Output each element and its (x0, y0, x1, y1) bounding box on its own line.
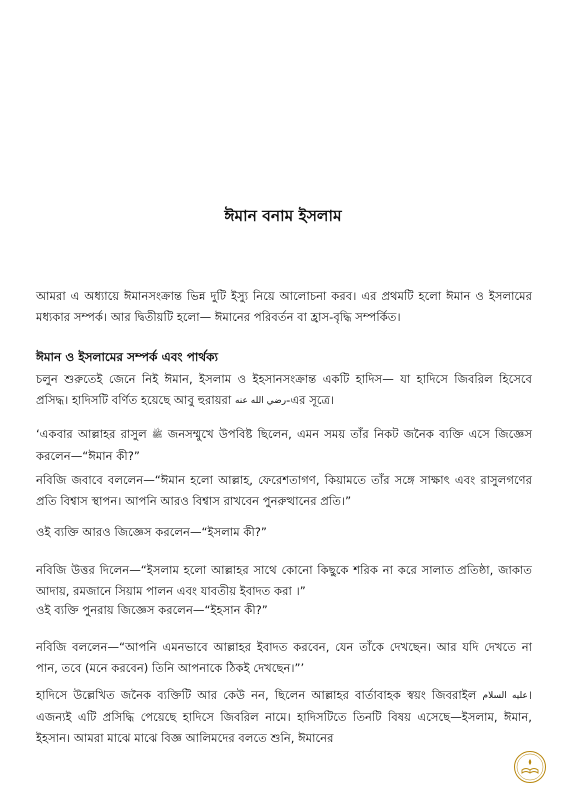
paragraph-text: ‘একবার আল্লাহর রাসুল (36, 427, 152, 441)
hadith-question-ihsan: ওই ব্যক্তি পুনরায় জিজ্ঞেস করলেন—“ইহসান কী?” (36, 603, 268, 617)
honorific-glyph: عليه السلام (482, 691, 528, 701)
hadith-answer-iman: নবিজি জবাবে বললেন—“ঈমান হলো আল্লাহ, ফেরেশতাগণ, কিয়ামতে তাঁর সঙ্গে সাক্ষাৎ এবং রাসুলগণের প্রতি বিশ্বাস স্থাপন। আপনি আরও বিশ্বাস রাখবেন পুনরুত্থানের প্রতি।” (36, 473, 532, 508)
hadith-intro-paragraph (36, 369, 532, 412)
hadith-question-islam: ওই ব্যক্তি আরও জিজ্ঞেস করলেন—“ইসলাম কী?” (36, 525, 267, 539)
honorific-glyph: رضي الله عنه (234, 396, 287, 406)
book-logo-icon (513, 750, 547, 784)
intro-paragraph: আমরা এ অধ্যায়ে ঈমানসংক্রান্ত ভিন্ন দুটি ইস্যু নিয়ে আলোচনা করব। এর প্রথমটি হলো ঈমান ও ইসলামের মধ্যকার সম্পর্ক। আর দ্বিতীয়টি হলো— ঈমানের পরিবর্তন বা হ্রাস-বৃদ্ধি সম্পর্কিত। (36, 289, 532, 324)
page-title: ঈমান বনাম ইসলাম (224, 207, 342, 225)
paragraph-text: চলুন শুরুতেই জেনে নিই ঈমান, ইসলাম ও ইহসানসংক্রান্ত একটি হাদিস— যা হাদিসে জিবরিল হিসেবে প্রসিদ্ধ। হাদিসটি বর্ণিত হয়েছে আবু হুরায়রা (36, 372, 532, 407)
paragraph-text: হাদিসে উল্লেখিত জনৈক ব্যক্তিটি আর কেউ নন, ছিলেন আল্লাহর বার্তাবাহক স্বয়ং জিবরাইল (36, 688, 483, 702)
hadith-answer-ihsan: নবিজি বললেন—“আপনি এমনভাবে আল্লাহর ইবাদত করবেন, যেন তাঁকে দেখছেন। আর যদি দেখতে না পান, তবে (মনে করবেন) তিনি আপনাকে ঠিকই দেখছেন।”’ (36, 640, 532, 675)
honorific-glyph: ﷺ (151, 430, 163, 440)
paragraph-text: জনসম্মুখে উপবিষ্ট ছিলেন, এমন সময় তাঁর নিকট জনৈক ব্যক্তি এসে জিজ্ঞেস করলেন—“ঈমান কী?” (36, 427, 532, 463)
paragraph-text: -এর সূত্রে। (286, 393, 335, 407)
hadith-answer-islam: নবিজি উত্তর দিলেন—“ইসলাম হলো আল্লাহর সাথে কোনো কিছুকে শরিক না করে সালাত প্রতিষ্ঠা, জাকাত আদায়, রমজানে সিয়াম পালন এবং যাবতীয় ইবাদত করা ।” (36, 563, 532, 598)
hadith-question-iman (36, 424, 532, 467)
explanation-paragraph (36, 685, 532, 749)
paragraph-text: । এজন্যই এটি প্রসিদ্ধি পেয়েছে হাদিসে জিবরিল নামে। হাদিসটিতে তিনটি বিষয় এসেছে—ইসলাম, ঈমান, ইহসান। আমরা মাঝে মাঝে বিজ্ঞ আলিমদের বলতে শুনি, ঈমানের (36, 688, 532, 745)
section-heading: ঈমান ও ইসলামের সম্পর্ক এবং পার্থক্য (36, 350, 219, 364)
